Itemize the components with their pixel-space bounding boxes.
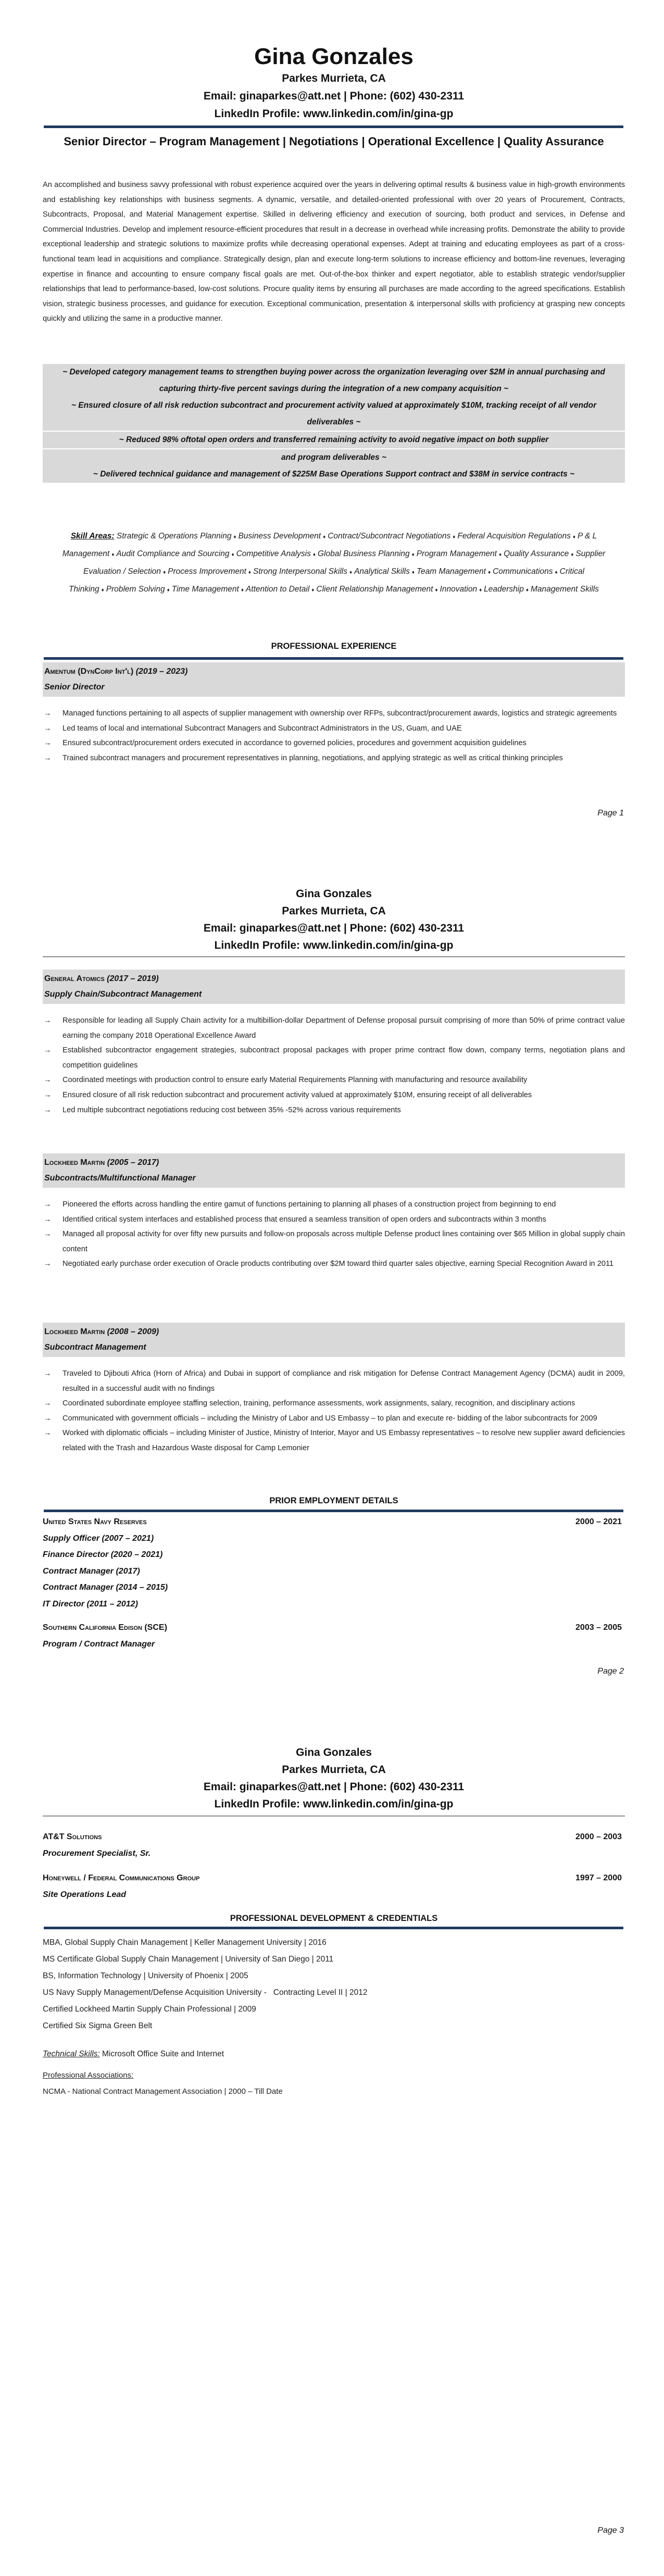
- employment-years: 1997 – 2000: [575, 1874, 622, 1882]
- skill-item: Innovation: [440, 585, 478, 594]
- job-title: Subcontract Management: [44, 1343, 146, 1352]
- company-line: [44, 1324, 623, 1340]
- skill-item: Analytical Skills: [354, 567, 410, 576]
- highlight-item: and program deliverables ~: [281, 453, 386, 462]
- skill-item: Strategic & Operations Planning: [116, 532, 232, 541]
- skill-item: Management Skills: [530, 585, 599, 594]
- job-header: [43, 1153, 625, 1188]
- job-title: Senior Director: [44, 683, 105, 692]
- bullet-list: [43, 1366, 625, 1456]
- job-header: [43, 662, 625, 697]
- skill-item: Supplier Evaluation / Selection: [83, 549, 606, 576]
- company-name: Lockheed Martin: [44, 1327, 105, 1336]
- professional-associations: [43, 2067, 625, 2100]
- bullet-item: [43, 1396, 625, 1411]
- bullet-text: Established subcontractor engagement strategies, subcontract proposal packages with proper prime contract flow down, company terms, negotiation plans and competition guidelines: [62, 1046, 625, 1070]
- arrow-right-icon: →: [44, 1046, 52, 1055]
- diamond-bullet-icon: ♦: [163, 570, 166, 575]
- bullet-text: Traveled to Djibouti Africa (Horn of Africa) and Dubai in support of compliance and risk mitigation for Defense Contract Management Agency (DCMA) audit in 2009, resulted in a successful audit with no findings: [62, 1369, 625, 1393]
- skill-item: Critical Thinking: [69, 567, 584, 594]
- location: Parkes Murrieta, CA: [282, 905, 386, 917]
- skill-item: Communications: [493, 567, 553, 576]
- skill-item: Attention to Detail: [245, 585, 310, 594]
- credential-item: Certified Lockheed Martin Supply Chain Professional | 2009: [43, 2005, 256, 2014]
- bullet-item: [43, 1212, 625, 1227]
- arrow-right-icon: →: [44, 1429, 52, 1438]
- bullet-item: [43, 1411, 625, 1426]
- bullet-item: [43, 1103, 625, 1118]
- summary-paragraph: An accomplished and business savvy professional with robust experience acquired over the years in delivering optimal results & business value in high-growth environments and establishing key relationships with business segments. A dynamic, versatile, and detailed-oriented professional with over 20 years of Procurement, Contracts, Subcontracts, Proposal, and Material Management expertise. Skilled in delivering efficiency and execution of sourcing, both product and services, in Defense and Commercial Industries. Develop and implement resource-efficient procedures that result in a decrease in overhead while increasing profits. Demonstrate the ability to provide exceptional leadership and strategic solutions to maximize profits while decreasing operational expenses. Adept at training and educating employees as part of a cross-functional team lead in acquisitions and compliance. Strategically design, plan and execute long-term solutions to increase efficiency and bottom-line revenues, leveraging expertise in finance and accounting to ensure company fiscal goals are met. Out-of-the-box thinker and expert negotiator, able to establish strategic vendor/supplier relationships that lead to performance-based, low-cost solutions. Procure quality items by ensuring all purchases are made according to the agreed specifications. Establish vision, strategic business processes, and guidance for execution. Exceptional communication, presentation & interpersonal skills with proficiency at grasping new concepts quickly and utilizing the same in a productive manner.: [43, 181, 625, 323]
- diamond-bullet-icon: ♦: [498, 552, 502, 558]
- skill-areas-label: Skill Areas:: [70, 532, 115, 541]
- diamond-bullet-icon: ♦: [312, 552, 316, 558]
- company-line: [44, 971, 623, 987]
- arrow-right-icon: →: [44, 1399, 52, 1408]
- prior-employment-entry: [43, 1829, 625, 1862]
- section-heading-experience: PROFESSIONAL EXPERIENCE: [271, 642, 397, 651]
- credential-item: US Navy Supply Management/Defense Acquisition University - Contracting Level II | 2012: [43, 1988, 368, 1997]
- location: Parkes Murrieta, CA: [282, 1764, 386, 1776]
- arrow-right-icon: →: [44, 1076, 52, 1085]
- skill-item: Leadership: [484, 585, 524, 594]
- bullet-item: [43, 1227, 625, 1256]
- contact-info: Email: ginaparkes@att.net | Phone: (602) 430-2311: [203, 922, 465, 934]
- highlights-box: [43, 364, 625, 483]
- arrow-right-icon: →: [44, 1230, 52, 1239]
- bullet-item: [43, 721, 625, 736]
- page-number: Page 2: [597, 1667, 624, 1676]
- credential-item: MBA, Global Supply Chain Management | Keller Management University | 2016: [43, 1938, 327, 1947]
- technical-skills-value: Microsoft Office Suite and Internet: [99, 2050, 224, 2058]
- linkedin-profile: LinkedIn Profile: www.linkedin.com/in/gina-gp: [214, 939, 454, 951]
- job-entry: [43, 1323, 625, 1456]
- role-title: Procurement Specialist, Sr.: [43, 1849, 151, 1858]
- diamond-bullet-icon: ♦: [311, 587, 315, 593]
- arrow-right-icon: →: [44, 1369, 52, 1378]
- bullet-text: Led teams of local and international Subcontract Managers and Subcontract Administrators in the US, Guam, and UAE: [62, 724, 462, 733]
- bullet-list: [43, 706, 625, 765]
- role-title: Supply Officer (2007 – 2021): [43, 1534, 154, 1543]
- technical-skills-label: Technical Skills:: [43, 2050, 100, 2058]
- contact-info: Email: ginaparkes@att.net | Phone: (602) 430-2311: [203, 90, 465, 102]
- prior-company-row: [43, 1619, 625, 1636]
- highlight-group: [43, 364, 625, 431]
- linkedin-profile: LinkedIn Profile: www.linkedin.com/in/gina-gp: [214, 108, 454, 120]
- arrow-right-icon: →: [44, 724, 52, 733]
- skill-areas: [52, 528, 616, 599]
- role-title: Contract Manager (2017): [43, 1566, 140, 1576]
- arrow-right-icon: →: [44, 709, 52, 718]
- bullet-text: Managed all proposal activity for over fifty new pursuits and follow-on proposals across multiple Defense product lines containing over $65 Million in global supply chain content: [62, 1230, 625, 1253]
- bullet-text: Responsible for leading all Supply Chain activity for a multibillion-dollar Department of Defense proposal pursuit comprising of more than 50% of prime contract value earning the company 2018 Operational Excellence Award: [62, 1016, 625, 1040]
- bullet-text: Managed functions pertaining to all aspects of supplier management with ownership over RFPs, subcontract/procurement awards, logistics and strategic agreements: [62, 709, 617, 718]
- company-name: United States Navy Reserves: [43, 1517, 147, 1526]
- diamond-bullet-icon: ♦: [453, 534, 456, 540]
- diamond-bullet-icon: ♦: [231, 552, 234, 558]
- job-dates: (2017 – 2019): [107, 974, 159, 983]
- skill-item: Time Management: [171, 585, 239, 594]
- role-title: Site Operations Lead: [43, 1890, 127, 1899]
- highlight-item: ~ Developed category management teams to strengthen buying power across the organization leveraging over $2M in annual purchasing and capturing thirty-five percent savings during the integration of a new company acquisition ~: [62, 368, 605, 393]
- diamond-bullet-icon: ♦: [555, 570, 558, 575]
- highlight-item: ~ Ensured closure of all risk reduction subcontract and procurement activity valued at approximately $10M, tracking receipt of all vendor deliverables ~: [71, 401, 597, 426]
- diamond-bullet-icon: ♦: [487, 570, 491, 575]
- diamond-bullet-icon: ♦: [323, 534, 326, 540]
- arrow-right-icon: →: [44, 1200, 52, 1209]
- contact-info: Email: ginaparkes@att.net | Phone: (602) 430-2311: [203, 1781, 465, 1793]
- bullet-item: [43, 1088, 625, 1103]
- skill-item: Program Management: [416, 549, 497, 558]
- company-name: General Atomics: [44, 974, 105, 983]
- bullet-text: Communicated with government officials – including the Ministry of Labor and US Embassy – to plan and execute re- bidding of the labor subcontracts for 2009: [62, 1414, 597, 1423]
- arrow-right-icon: →: [44, 1090, 52, 1099]
- prior-company-row: [43, 1514, 625, 1530]
- company-name: Lockheed Martin: [44, 1158, 105, 1167]
- associations-label: Professional Associations:: [43, 2071, 134, 2080]
- diamond-bullet-icon: ♦: [572, 534, 575, 540]
- skill-item: Business Development: [238, 532, 321, 541]
- bullet-item: [43, 1073, 625, 1088]
- skill-item: Federal Acquisition Regulations: [457, 532, 571, 541]
- prior-employment-entry: [43, 1870, 625, 1903]
- headline: Senior Director – Program Management | Negotiations | Operational Excellence | Quality Assurance: [64, 135, 604, 148]
- diamond-bullet-icon: ♦: [167, 587, 170, 593]
- skill-item: Client Relationship Management: [316, 585, 433, 594]
- company-name: AT&T Solutions: [43, 1832, 102, 1841]
- bullet-item: [43, 1256, 625, 1272]
- arrow-right-icon: →: [44, 1105, 52, 1114]
- bullet-text: Coordinated subordinate employee staffing selection, training, performance assessments, work assignments, salary, recognition, and disciplinary actions: [62, 1399, 575, 1408]
- highlight-group: [43, 449, 625, 483]
- company-line: [44, 1155, 623, 1171]
- divider: [44, 125, 623, 128]
- role-title: Program / Contract Manager: [43, 1639, 155, 1649]
- bullet-item: [43, 706, 625, 721]
- company-name: Southern California Edison (SCE): [43, 1623, 167, 1632]
- highlight-item: ~ Delivered technical guidance and management of $225M Base Operations Support contract and $38M in service contracts ~: [93, 470, 575, 479]
- role-title: Contract Manager (2014 – 2015): [43, 1583, 168, 1592]
- arrow-right-icon: →: [44, 1016, 52, 1025]
- bullet-list: [43, 1013, 625, 1117]
- bullet-item: [43, 751, 625, 766]
- job-title: Subcontracts/Multifunctional Manager: [44, 1174, 196, 1183]
- role-title: IT Director (2011 – 2012): [43, 1599, 138, 1609]
- credentials-list: [43, 1934, 625, 2034]
- skill-item: Global Business Planning: [317, 549, 410, 558]
- location: Parkes Murrieta, CA: [282, 72, 386, 84]
- section-heading-prior: PRIOR EMPLOYMENT DETAILS: [269, 1496, 398, 1505]
- candidate-name: Gina Gonzales: [296, 888, 372, 900]
- company-name: Amentum (DynCorp Int'l): [44, 667, 134, 676]
- bullet-item: [43, 1366, 625, 1396]
- job-header: [43, 970, 625, 1004]
- arrow-right-icon: →: [44, 1215, 52, 1224]
- skill-item: Audit Compliance and Sourcing: [116, 549, 230, 558]
- diamond-bullet-icon: ♦: [411, 570, 415, 575]
- diamond-bullet-icon: ♦: [525, 587, 529, 593]
- resume-header: [43, 1744, 625, 1813]
- candidate-name: Gina Gonzales: [296, 1746, 372, 1758]
- diamond-bullet-icon: ♦: [241, 587, 244, 593]
- page-number: Page 1: [597, 809, 624, 818]
- candidate-name: Gina Gonzales: [254, 44, 414, 69]
- bullet-text: Identified critical system interfaces and established process that ensured a seamless transition of open orders and subcontracts within 3 months: [62, 1215, 546, 1224]
- credential-item: Certified Six Sigma Green Belt: [43, 2021, 153, 2030]
- page-number: Page 3: [597, 2526, 624, 2535]
- company-name: Honeywell / Federal Communications Group: [43, 1874, 200, 1882]
- job-dates: (2019 – 2023): [135, 667, 188, 676]
- arrow-right-icon: →: [44, 753, 52, 762]
- bullet-text: Coordinated meetings with production control to ensure early Material Requirements Planning with manufacturing and resource availability: [62, 1076, 528, 1085]
- diamond-bullet-icon: ♦: [248, 570, 252, 575]
- prior-company-row: [43, 1829, 625, 1845]
- skill-item: P & L Management: [62, 532, 597, 558]
- role-title: Finance Director (2020 – 2021): [43, 1550, 163, 1559]
- job-header: [43, 1323, 625, 1357]
- resume-header: [43, 44, 625, 123]
- divider: [44, 1927, 623, 1929]
- job-entry: [43, 1153, 625, 1272]
- skill-item: Contract/Subcontract Negotiations: [328, 532, 451, 541]
- association-item: NCMA - National Contract Management Association | 2000 – Till Date: [43, 2087, 283, 2096]
- credential-item: BS, Information Technology | University of Phoenix | 2005: [43, 1971, 248, 1980]
- diamond-bullet-icon: ♦: [435, 587, 438, 593]
- resume-header: [43, 885, 625, 954]
- bullet-text: Pioneered the efforts across handling the entire gamut of functions pertaining to planning all phases of a construction project from beginning to end: [62, 1200, 556, 1209]
- bullet-item: [43, 1013, 625, 1043]
- bullet-list: [43, 1197, 625, 1272]
- diamond-bullet-icon: ♦: [349, 570, 353, 575]
- skill-item: Quality Assurance: [504, 549, 569, 558]
- bullet-item: [43, 1043, 625, 1073]
- job-title: Supply Chain/Subcontract Management: [44, 990, 202, 999]
- skill-item: Competitive Analysis: [236, 549, 311, 558]
- bullet-text: Ensured closure of all risk reduction subcontract and procurement activity valued at approximately $10M, ensuring receipt of all deliverables: [62, 1090, 532, 1099]
- job-dates: (2008 – 2009): [107, 1327, 159, 1336]
- linkedin-profile: LinkedIn Profile: www.linkedin.com/in/gina-gp: [214, 1798, 454, 1810]
- diamond-bullet-icon: ♦: [571, 552, 574, 558]
- skill-item: Strong Interpersonal Skills: [253, 567, 347, 576]
- diamond-bullet-icon: ♦: [479, 587, 482, 593]
- divider: [44, 1510, 623, 1512]
- technical-skills: [43, 2046, 625, 2063]
- arrow-right-icon: →: [44, 1414, 52, 1423]
- skill-item: Problem Solving: [106, 585, 165, 594]
- company-line: [44, 664, 623, 680]
- arrow-right-icon: →: [44, 1260, 52, 1268]
- job-entry: [43, 970, 625, 1117]
- job-dates: (2005 – 2017): [107, 1158, 159, 1167]
- credential-item: MS Certificate Global Supply Chain Management | University of San Diego | 2011: [43, 1955, 334, 1964]
- divider: [44, 657, 623, 660]
- bullet-text: Led multiple subcontract negotiations reducing cost between 35% -52% across various requirements: [62, 1105, 401, 1114]
- diamond-bullet-icon: ♦: [233, 534, 236, 540]
- arrow-right-icon: →: [44, 739, 52, 748]
- prior-employment-entry: [43, 1514, 625, 1612]
- section-heading-development: PROFESSIONAL DEVELOPMENT & CREDENTIALS: [230, 1914, 438, 1923]
- diamond-bullet-icon: ♦: [101, 587, 104, 593]
- job-entry: [43, 662, 625, 765]
- highlight-item: ~ Reduced 98% oftotal open orders and transferred remaining activity to avoid negative impact on both supplier: [43, 432, 625, 448]
- prior-company-row: [43, 1870, 625, 1887]
- diamond-bullet-icon: ♦: [411, 552, 415, 558]
- bullet-item: [43, 1197, 625, 1212]
- bullet-item: [43, 1426, 625, 1455]
- bullet-text: Worked with diplomatic officials – including Minister of Justice, Ministry of Interior, Mayor and US Embassy representatives – to resolve new supplier award deficiencies related with the Trash and Hazardous Waste disposal for Camp Lemonier: [62, 1429, 625, 1452]
- bullet-item: [43, 736, 625, 751]
- bullet-text: Trained subcontract managers and procurement representatives in planning, negotiations, and applying strategic as well as critical thinking principles: [62, 753, 563, 762]
- prior-employment-entry: [43, 1619, 625, 1652]
- employment-years: 2000 – 2021: [575, 1517, 622, 1526]
- skill-item: Process Improvement: [168, 567, 246, 576]
- bullet-text: Negotiated early purchase order execution of Oracle products contributing over $2M toward third quarter sales objective, earning Special Recognition Award in 2011: [62, 1260, 614, 1268]
- bullet-text: Ensured subcontract/procurement orders executed in accordance to governed policies, procedures and government acquisition guidelines: [62, 739, 527, 748]
- employment-years: 2000 – 2003: [575, 1832, 622, 1841]
- employment-years: 2003 – 2005: [575, 1623, 622, 1632]
- skill-item: Team Management: [416, 567, 486, 576]
- diamond-bullet-icon: ♦: [111, 552, 115, 558]
